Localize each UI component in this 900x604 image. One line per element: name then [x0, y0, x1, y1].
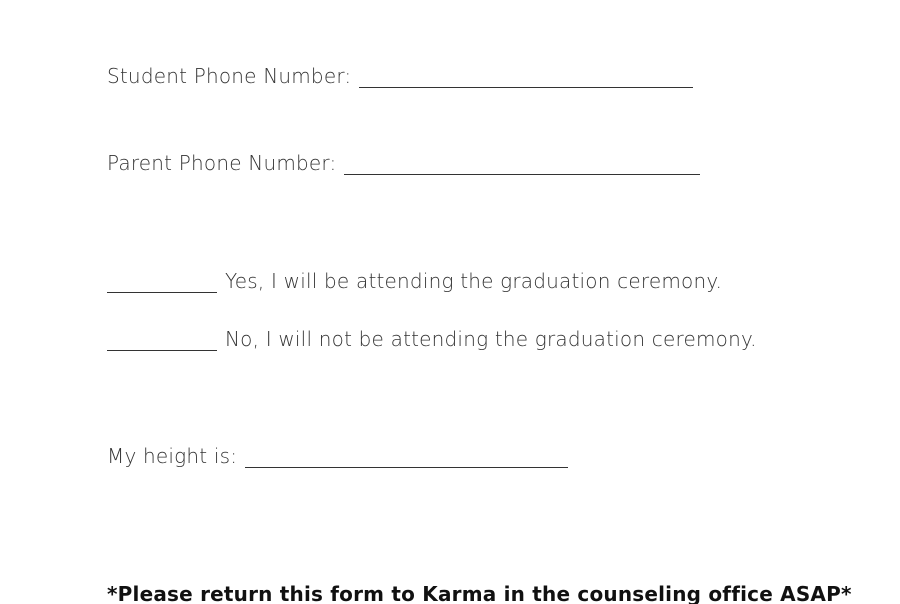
return-instructions: *Please return this form to Karma in the counseling office ASAP*: [107, 582, 852, 604]
attend-no-row: [107, 327, 757, 351]
height-field[interactable]: [245, 449, 568, 468]
attend-yes-row: [107, 269, 722, 293]
parent-phone-label: Parent Phone Number:: [107, 151, 337, 175]
student-phone-field[interactable]: [359, 69, 693, 88]
student-phone-row: [107, 64, 693, 88]
parent-phone-row: [107, 151, 700, 175]
attend-yes-label: Yes, I will be attending the graduation ceremony.: [225, 269, 723, 293]
attend-no-label: No, I will not be attending the graduation ceremony.: [225, 327, 757, 351]
attend-yes-blank[interactable]: [107, 274, 217, 293]
height-label: My height is:: [107, 444, 238, 468]
height-row: [107, 444, 568, 468]
attend-no-blank[interactable]: [107, 332, 217, 351]
student-phone-label: Student Phone Number:: [107, 64, 352, 88]
parent-phone-field[interactable]: [344, 156, 700, 175]
